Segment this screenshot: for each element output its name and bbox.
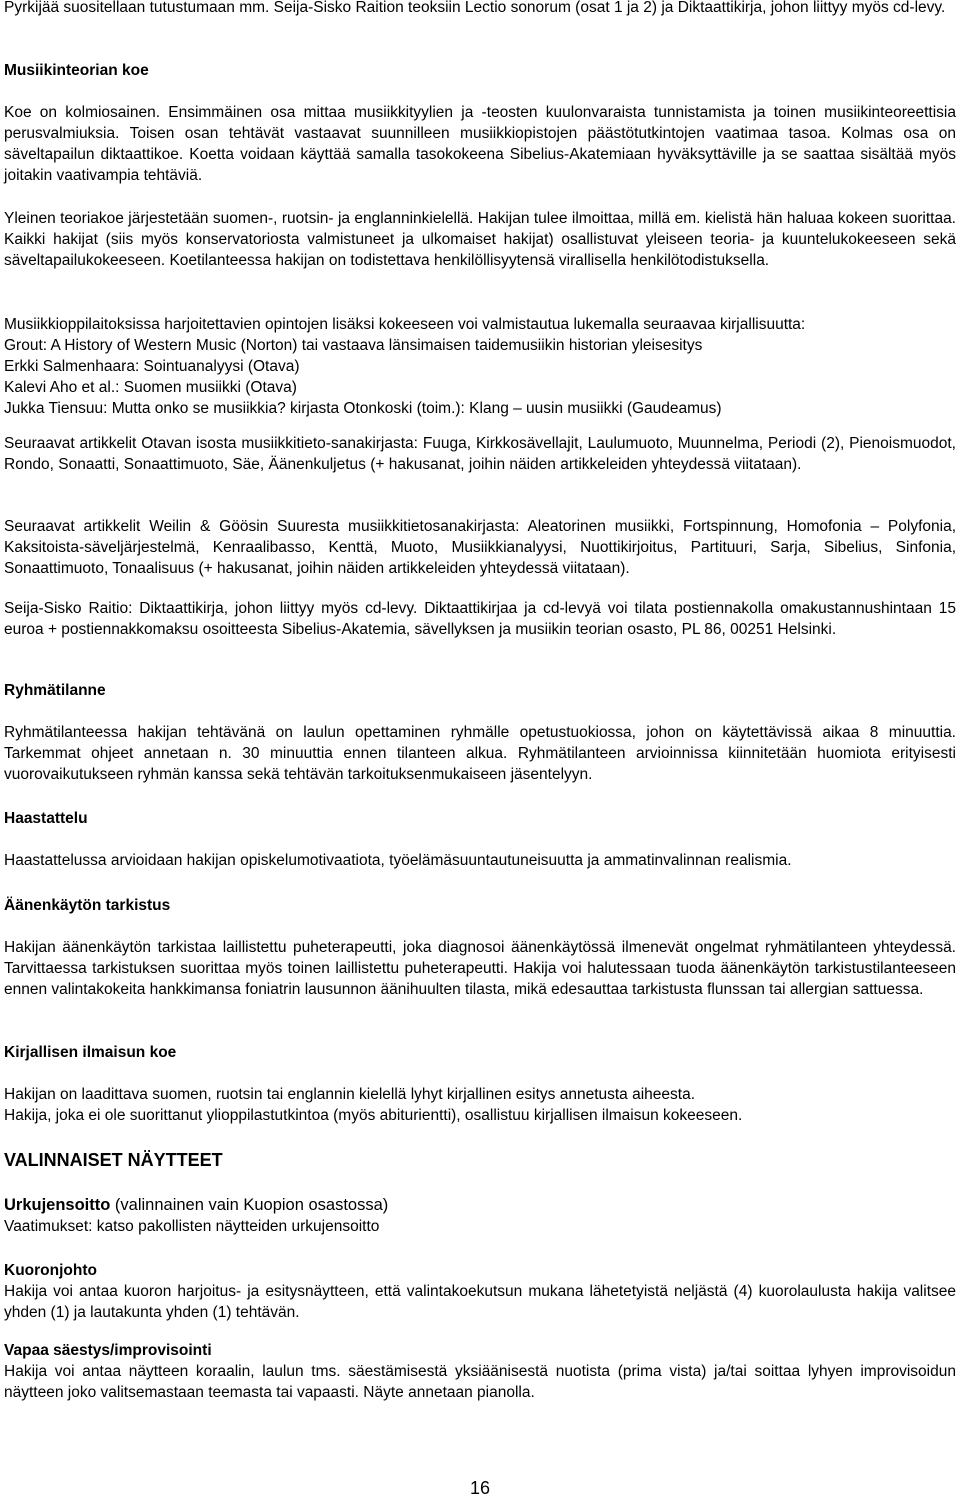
music-theory-paragraph-2: Yleinen teoriakoe järjestetään suomen-, ruotsin- ja englanninkielellä. Hakijan tulee ilmoittaa, millä em. kielistä hän haluaa kokeen suorittaa. Kaikki hakijat (siis myös konservatoriosta valmistuneet ja ulkomaiset hakijat) osallistuvat yleiseen teoria- ja kuuntelukokeeseen sekä säveltapailukokeeseen. Koetilanteessa hakijan on todistettava henkilöllisyytensä virallisella henkilötodistuksella. [4, 210, 956, 269]
book-item: Kalevi Aho et al.: Suomen musiikki (Otava) [4, 379, 297, 396]
interview-paragraph: Haastattelussa arvioidaan hakijan opiskelumotivaatiota, työelämäsuuntautuneisuutta ja ammatinvalinnan realismia. [4, 852, 792, 869]
written-exam-heading: Kirjallisen ilmaisun koe [4, 1044, 177, 1061]
weilin-articles-section [4, 516, 956, 579]
voice-check-heading-block [4, 895, 956, 916]
music-theory-heading: Musiikinteorian koe [4, 62, 149, 79]
weilin-articles-paragraph: Seuraavat artikkelit Weilin & Göösin Suuresta musiikkitietosanakirjasta: Aleatorinen musiikki, Fortspinnung, Homofonia – Polyfonia, Kaksitoista-säveljärjestelmä, Kenraalibasso, Kenttä, Muoto, Musiikkianalyysi, Nuottikirjoitus, Partituuri, Sarja, Sibelius, Sinfonia, Sonaattimuoto, Tonaalisuus (+ hakusanat, joihin näiden artikkeleiden yhteydessä viitataan). [4, 518, 956, 577]
intro-paragraph: Pyrkijää suositellaan tutustumaan mm. Seija-Sisko Raition teoksiin Lectio sonorum (osat 1 ja 2) ja Diktaattikirja, johon liittyy myös cd-levy. [4, 0, 946, 16]
book-item: Grout: A History of Western Music (Norton) tai vastaava länsimaisen taidemusiikin historian yleisesitys [4, 337, 703, 354]
intro-section [4, 0, 956, 18]
raitio-paragraph: Seija-Sisko Raitio: Diktaattikirja, johon liittyy myös cd-levy. Diktaattikirjaa ja cd-levyä voi tilata postiennakolla omakustannushintaan 15 euroa + postiennakkomaksu osoitteesta Sibelius-Akatemia, sävellyksen ja musiikin teorian osasto, PL 86, 00251 Helsinki. [4, 600, 956, 638]
page-number: 16 [469, 1478, 491, 1498]
voice-check-heading: Äänenkäytön tarkistus [4, 897, 171, 914]
interview-body [4, 850, 956, 871]
organ-note: (valinnainen vain Kuopion osastossa) [110, 1196, 389, 1214]
choir-heading: Kuoronjohto [4, 1262, 97, 1279]
raitio-section [4, 598, 956, 640]
accompaniment-paragraph: Hakija voi antaa näytteen koraalin, laulun tms. säestämisestä yksiäänisestä nuotista (prima vista) ja/tai soittaa lyhyen improvisoidun näytteen joko valitsemastaan teemasta tai vapaasti. Näyte annetaan pianolla. [4, 1363, 956, 1401]
written-exam-heading-block [4, 1042, 956, 1063]
group-situation-body [4, 722, 956, 785]
interview-heading-block [4, 808, 956, 829]
organ-requirements: Vaatimukset: katso pakollisten näytteiden urkujensoitto [4, 1218, 380, 1235]
book-item: Erkki Salmenhaara: Sointuanalyysi (Otava) [4, 358, 300, 375]
accompaniment-heading: Vapaa säestys/improvisointi [4, 1342, 212, 1359]
music-theory-body [4, 102, 956, 186]
group-situation-heading-block [4, 680, 956, 701]
written-exam-line-2: Hakija, joka ei ole suorittanut ylioppilastutkintoa (myös abiturientti), osallistuu kirjallisen ilmaisun kokeeseen. [4, 1107, 743, 1124]
group-situation-paragraph: Ryhmätilanteessa hakijan tehtävänä on laulun opettaminen ryhmälle opetustuokiossa, johon on käytettävissä aikaa 8 minuuttia. Tarkemmat ohjeet annetaan n. 30 minuuttia ennen tilanteen alkua. Ryhmätilanteen arvioinnissa kiinnitetään huomiota erityisesti vuorovaikutukseen ryhmän kanssa sekä tehtävän tarkoituksenmukaiseen jäsentelyyn. [4, 724, 956, 783]
accompaniment-section [4, 1340, 956, 1403]
optional-samples-heading: VALINNAISET NÄYTTEET [4, 1150, 223, 1170]
organ-section [4, 1194, 956, 1237]
theory-exam-languages [4, 208, 956, 271]
written-exam-line-1: Hakijan on laadittava suomen, ruotsin tai englannin kielellä lyhyt kirjallinen esitys annetusta aiheesta. [4, 1086, 696, 1103]
literature-list [4, 314, 956, 419]
voice-check-paragraph: Hakijan äänenkäytön tarkistaa laillistettu puheterapeutti, joka diagnosoi äänenkäytössä ilmenevät ongelmat ryhmätilanteen yhteydessä. Tarvittaessa tarkistuksen suorittaa myös toinen laillistettu puheterapeutti. Hakija voi halutessaan tuoda äänenkäytön tarkistustilanteeseen ennen valintakokeita hankkimansa foniatrin lausunnon äänihuulten tilasta, mikä edesauttaa tarkistusta flunssan tai allergian sattuessa. [4, 939, 956, 998]
music-theory-section [4, 60, 956, 81]
otava-articles-section [4, 433, 956, 475]
choir-paragraph: Hakija voi antaa kuoron harjoitus- ja esitysnäytteen, että valintakoekutsun mukana lähetetyistä neljästä (4) kuorolaulusta hakija valitsee yhden (1) ja lautakunta yhden (1) tehtävän. [4, 1283, 956, 1321]
optional-samples-heading-block [4, 1149, 956, 1172]
literature-intro: Musiikkioppilaitoksissa harjoitettavien opintojen lisäksi kokeeseen voi valmistautua lukemalla seuraavaa kirjallisuutta: [4, 316, 806, 333]
music-theory-paragraph-1: Koe on kolmiosainen. Ensimmäinen osa mittaa musiikkityylien ja -teosten kuulonvaraista tunnistamista ja toinen musiikinteoreettisia perusvalmiuksia. Toisen osan tehtävät vastaavat suunnilleen musiikkiopistojen päästötutkintojen vaatimaa tasoa. Kolmas osa on säveltapailun diktaattikoe. Koetta voidaan käyttää samalla tasokokeena Sibelius-Akatemiaan hyväksyttäville ja se saattaa sisältää myös joitakin vaativampia tehtäviä. [4, 104, 956, 184]
voice-check-body [4, 937, 956, 1000]
book-item: Jukka Tiensuu: Mutta onko se musiikkia? kirjasta Otonkoski (toim.): Klang – uusin musiikki (Gaudeamus) [4, 400, 722, 417]
choir-section [4, 1260, 956, 1323]
written-exam-body [4, 1084, 956, 1126]
otava-articles-paragraph: Seuraavat artikkelit Otavan isosta musiikkitieto-sanakirjasta: Fuuga, Kirkkosävellajit, Laulumuoto, Muunnelma, Periodi (2), Pienoismuodot, Rondo, Sonaatti, Sonaattimuoto, Säe, Äänenkuljetus (+ hakusanat, joihin näiden artikkeleiden yhteydessä viitataan). [4, 435, 956, 473]
group-situation-heading: Ryhmätilanne [4, 682, 106, 699]
interview-heading: Haastattelu [4, 810, 88, 827]
organ-title-line [4, 1194, 956, 1216]
organ-title: Urkujensoitto [4, 1196, 111, 1214]
